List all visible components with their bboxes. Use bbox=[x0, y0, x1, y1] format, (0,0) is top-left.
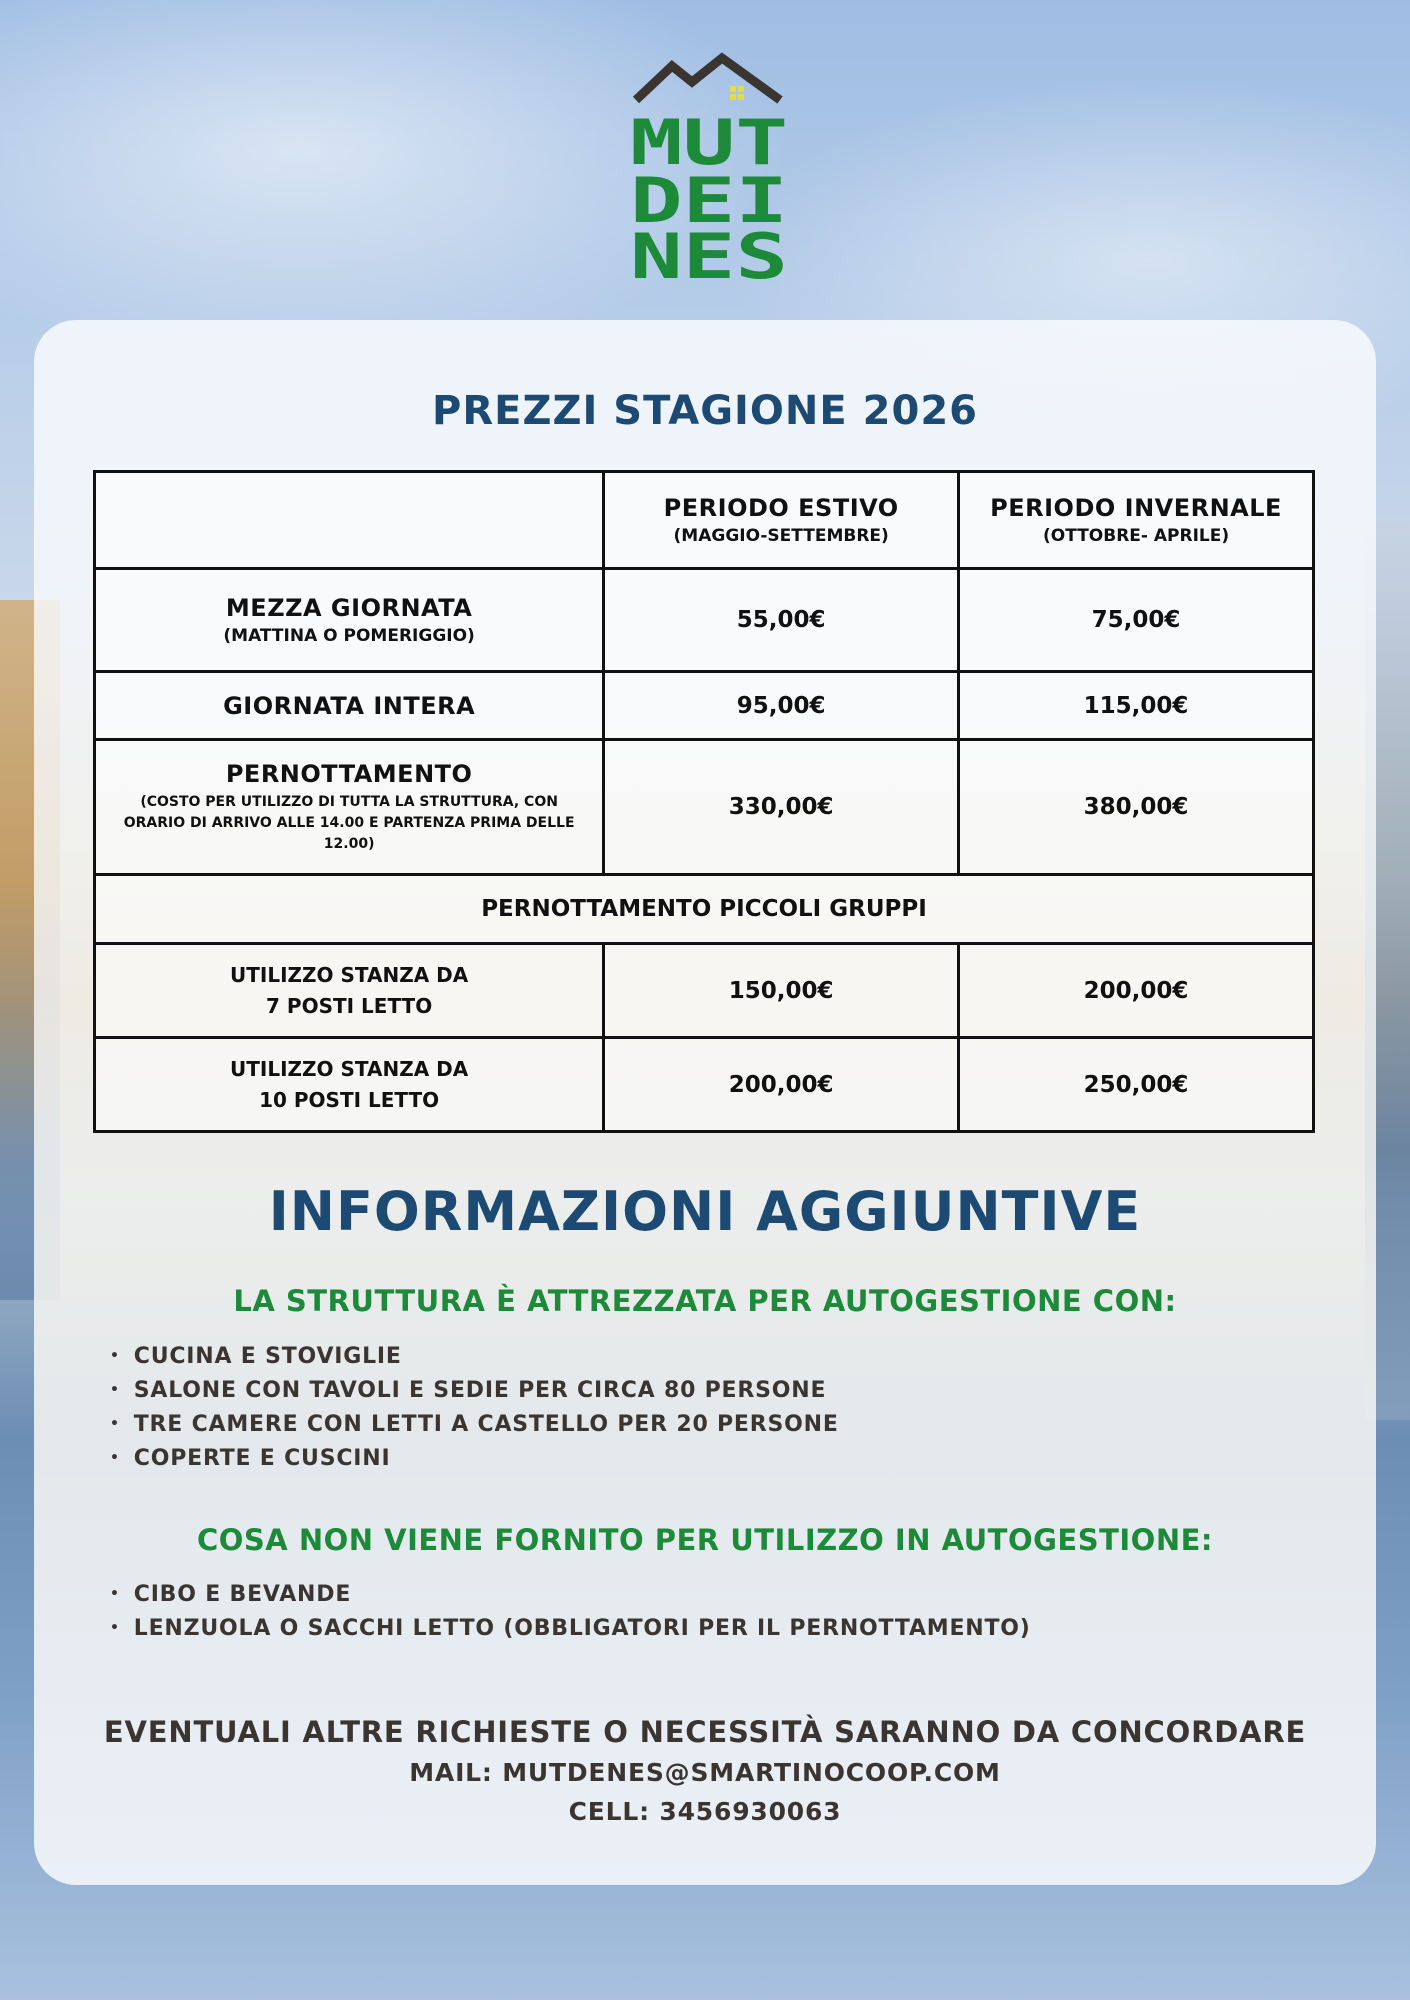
table-corner-cell bbox=[95, 472, 604, 569]
price-table bbox=[93, 470, 1315, 1133]
price-invernale: 115,00€ bbox=[959, 672, 1314, 740]
table-row bbox=[95, 740, 1314, 875]
table-row bbox=[95, 672, 1314, 740]
logo-line-1: MUT bbox=[630, 106, 788, 179]
column-sub: (OTTOBRE- APRILE) bbox=[1042, 526, 1230, 546]
row-label-cell bbox=[95, 1038, 604, 1132]
info-title: INFORMAZIONI AGGIUNTIVE bbox=[268, 1180, 1142, 1243]
row-label-line-1: UTILIZZO STANZA DA bbox=[230, 1056, 469, 1081]
row-label-cell bbox=[95, 944, 604, 1038]
footer-mail: MAIL: MUTDENES@SMARTINOCOOP.COM bbox=[409, 1758, 1001, 1787]
equip-list bbox=[110, 1340, 839, 1476]
equip-heading: LA STRUTTURA È ATTREZZATA PER AUTOGESTIONE CON: bbox=[233, 1284, 1177, 1318]
price-invernale: 250,00€ bbox=[959, 1038, 1314, 1132]
table-row bbox=[95, 944, 1314, 1038]
not-provided-heading: COSA NON VIENE FORNITO PER UTILIZZO IN AUTOGESTIONE: bbox=[196, 1523, 1214, 1557]
logo-line-3: NES bbox=[630, 220, 788, 282]
price-estivo: 55,00€ bbox=[604, 569, 959, 672]
table-header-row bbox=[95, 472, 1314, 569]
mutdenes-logo bbox=[630, 52, 790, 282]
list-item: • CIBO E BEVANDE bbox=[110, 1578, 1031, 1612]
logo-line-2: DEI bbox=[630, 164, 788, 237]
table-row bbox=[95, 569, 1314, 672]
price-invernale: 200,00€ bbox=[959, 944, 1314, 1038]
list-item: • CUCINA E STOVIGLIE bbox=[110, 1340, 839, 1374]
list-item: • SALONE CON TAVOLI E SEDIE PER CIRCA 80 PERSONE bbox=[110, 1374, 839, 1408]
footer-note: EVENTUALI ALTRE RICHIESTE O NECESSITÀ SARANNO DA CONCORDARE bbox=[103, 1715, 1307, 1749]
column-header-invernale bbox=[959, 472, 1314, 569]
row-label: GIORNATA INTERA bbox=[223, 691, 476, 720]
column-label: PERIODO INVERNALE bbox=[990, 494, 1282, 522]
not-provided-list bbox=[110, 1578, 1031, 1646]
row-sub: (COSTO PER UTILIZZO DI TUTTA LA STRUTTURA, CON ORARIO DI ARRIVO ALLE 14.00 E PARTENZA PRIMA DELLE 12.00) bbox=[123, 793, 575, 852]
list-item: • LENZUOLA O SACCHI LETTO (OBBLIGATORI PER IL PERNOTTAMENTO) bbox=[110, 1612, 1031, 1646]
price-estivo: 330,00€ bbox=[604, 740, 959, 875]
row-label-cell bbox=[95, 740, 604, 875]
group-header-row bbox=[95, 875, 1314, 944]
group-header: PERNOTTAMENTO PICCOLI GRUPPI bbox=[95, 875, 1314, 944]
row-label-line-2: 10 POSTI LETTO bbox=[259, 1087, 440, 1112]
prices-title: PREZZI STAGIONE 2026 bbox=[432, 388, 978, 434]
column-label: PERIODO ESTIVO bbox=[663, 494, 899, 522]
price-estivo: 95,00€ bbox=[604, 672, 959, 740]
table-row bbox=[95, 1038, 1314, 1132]
row-sub: (MATTINA O POMERIGGIO) bbox=[223, 626, 475, 646]
list-item: • COPERTE E CUSCINI bbox=[110, 1442, 839, 1476]
row-label: PERNOTTAMENTO bbox=[225, 759, 473, 788]
list-item: • TRE CAMERE CON LETTI A CASTELLO PER 20 PERSONE bbox=[110, 1408, 839, 1442]
column-header-estivo bbox=[604, 472, 959, 569]
price-invernale: 75,00€ bbox=[959, 569, 1314, 672]
column-sub: (MAGGIO-SETTEMBRE) bbox=[673, 526, 889, 546]
row-label-cell bbox=[95, 569, 604, 672]
footer-cell: CELL: 3456930063 bbox=[568, 1797, 842, 1826]
price-estivo: 200,00€ bbox=[604, 1038, 959, 1132]
price-estivo: 150,00€ bbox=[604, 944, 959, 1038]
row-label-cell bbox=[95, 672, 604, 740]
row-label-line-2: 7 POSTI LETTO bbox=[266, 993, 433, 1018]
row-label: MEZZA GIORNATA bbox=[225, 594, 473, 622]
row-label-line-1: UTILIZZO STANZA DA bbox=[230, 962, 469, 987]
price-invernale: 380,00€ bbox=[959, 740, 1314, 875]
